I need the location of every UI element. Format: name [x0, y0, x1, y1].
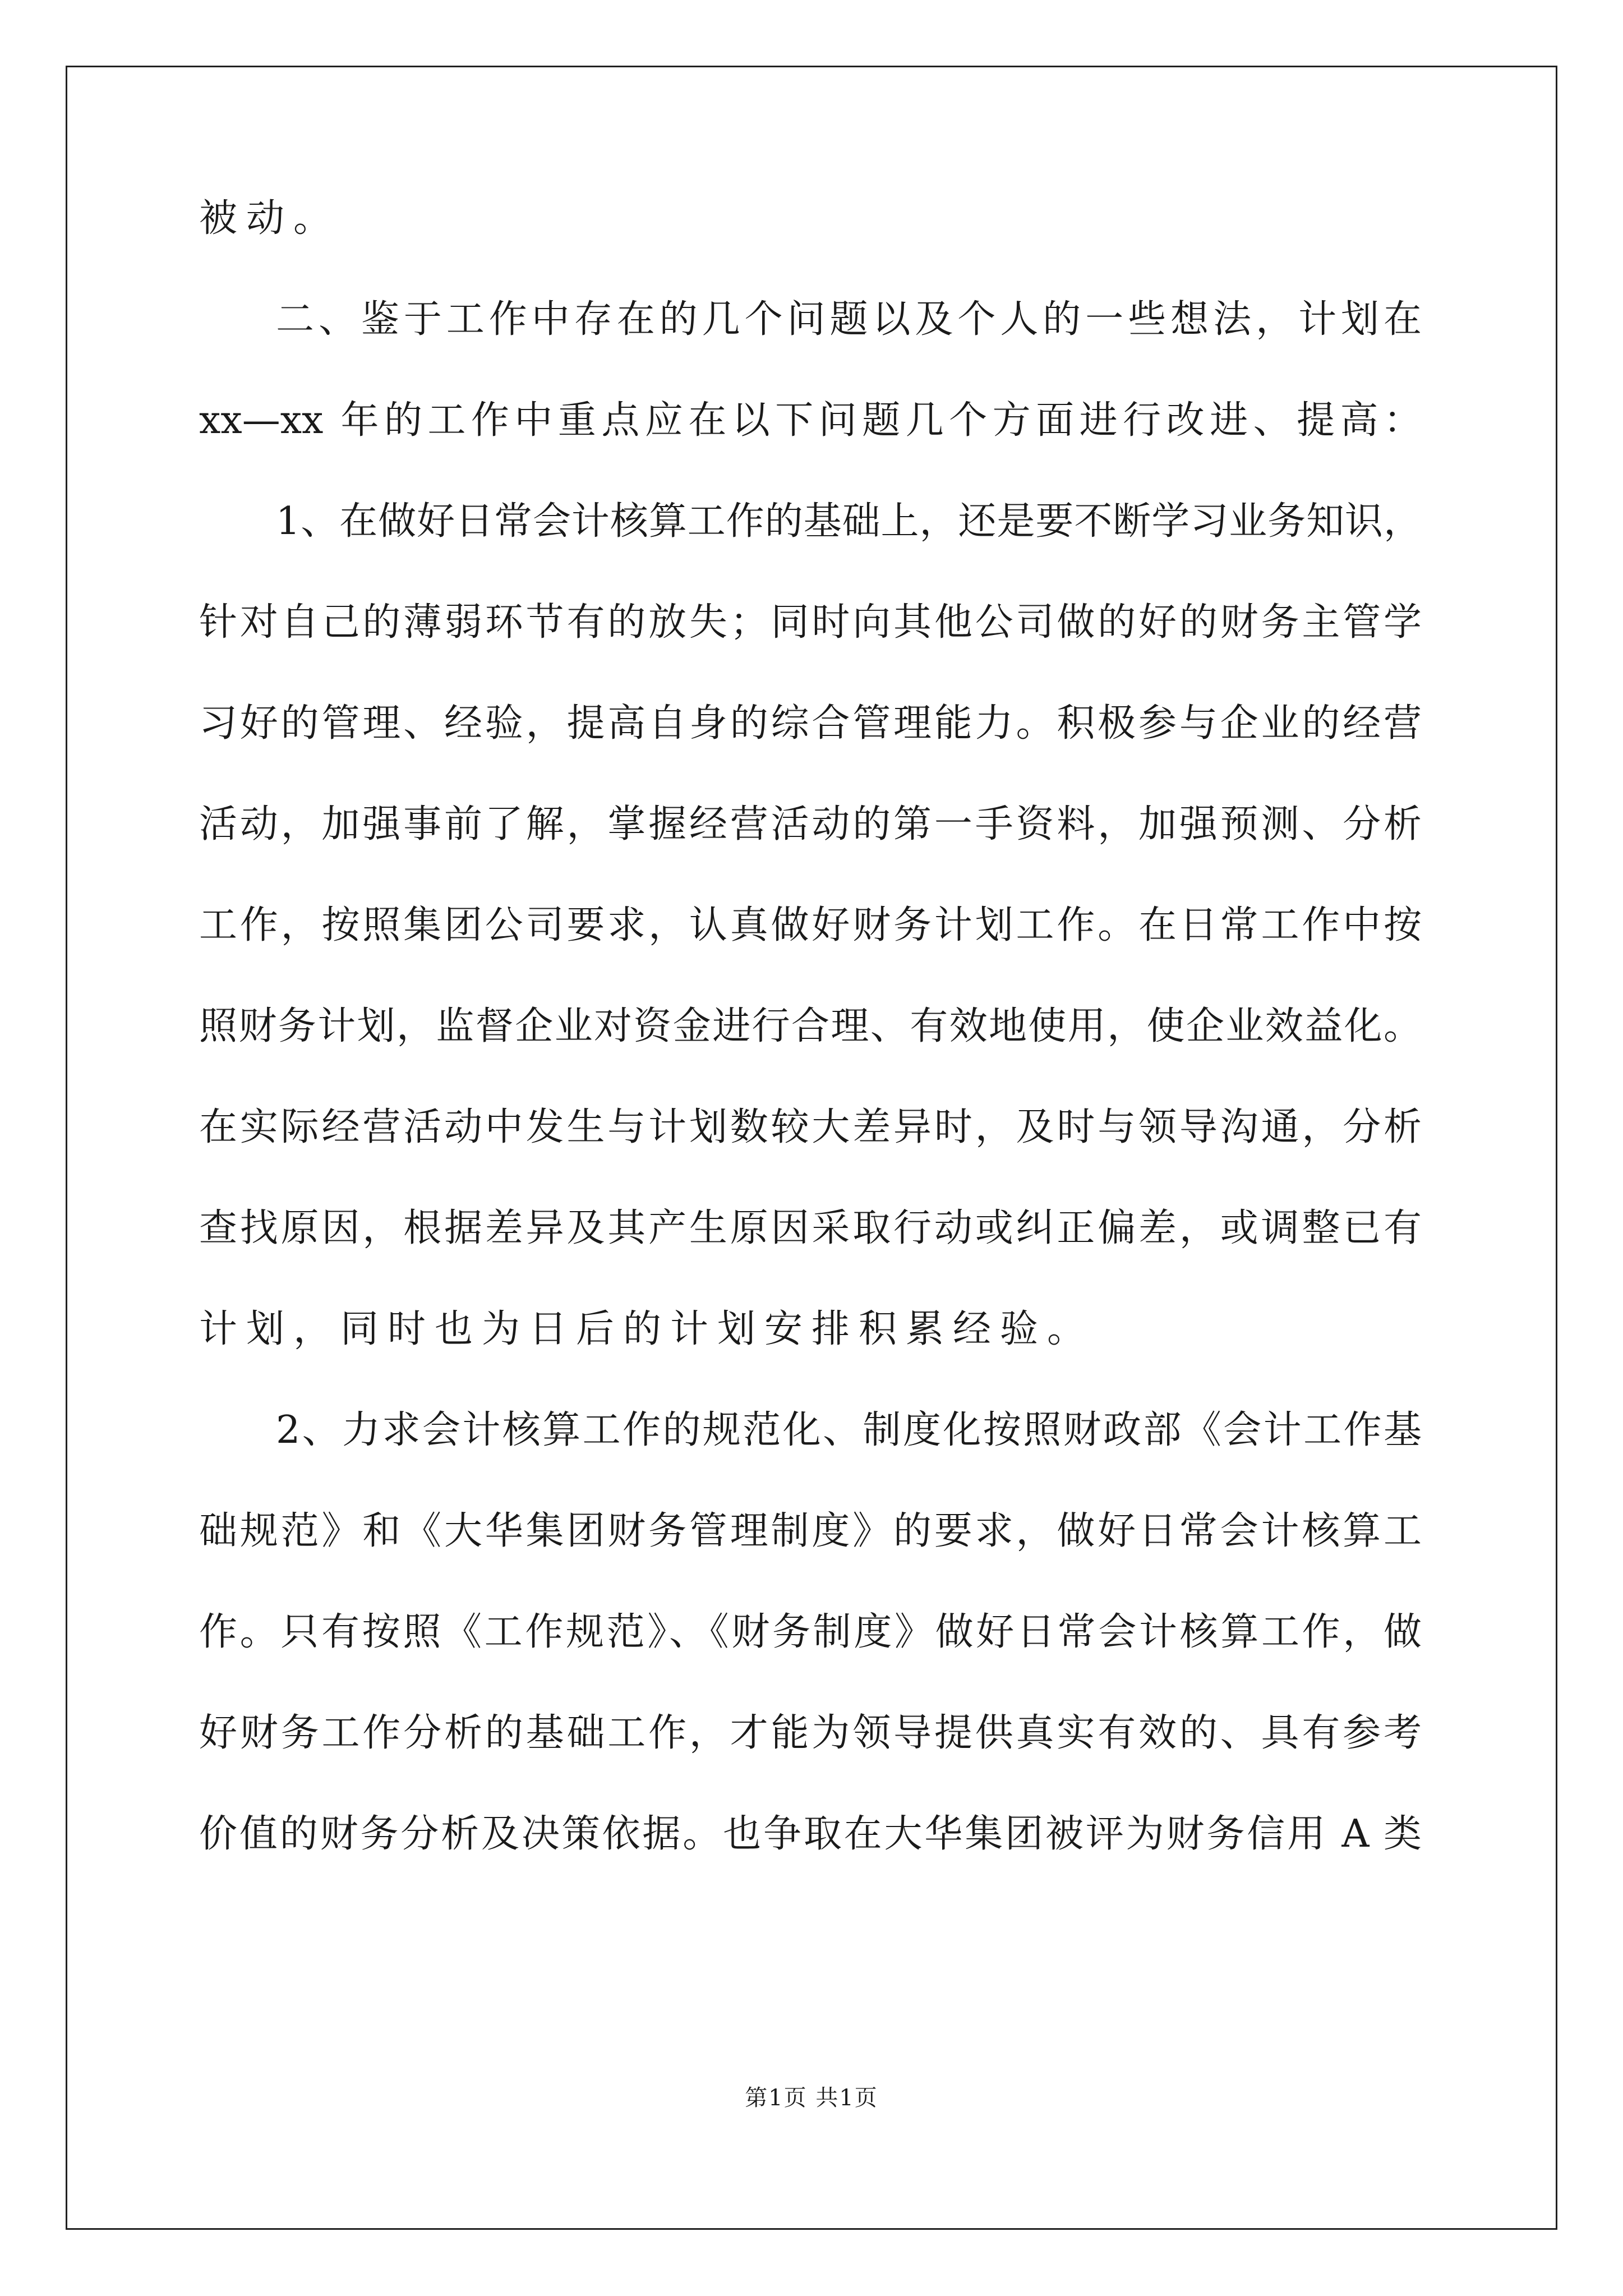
text-line-3: xx—xx 年的工作中重点应在以下问题几个方面进行改进、提高：: [199, 398, 1422, 443]
text-line-15: 作。只有按照《工作规范》、《财务制度》做好日常会计核算工作，做: [199, 1610, 1422, 1654]
page-footer: 第1页 共1页: [745, 2085, 878, 2111]
text-line-16: 好财务工作分析的基础工作，才能为领导提供真实有效的、具有参考: [199, 1711, 1422, 1755]
text-line-10: 在实际经营活动中发生与计划数较大差异时，及时与领导沟通，分析: [199, 1105, 1422, 1149]
text-line-1: 被动。: [199, 196, 341, 241]
text-line-9: 照财务计划，监督企业对资金进行合理、有效地使用，使企业效益化。: [199, 1004, 1422, 1048]
text-line-17: 价值的财务分析及决策依据。也争取在大华集团被评为财务信用 A 类: [199, 1812, 1422, 1856]
text-line-4: 1、在做好日常会计核算工作的基础上，还是要不断学习业务知识，: [276, 499, 1422, 544]
text-line-13: 2、力求会计核算工作的规范化、制度化按照财政部《会计工作基: [276, 1408, 1422, 1452]
text-line-11: 查找原因，根据差异及其产生原因采取行动或纠正偏差，或调整已有: [199, 1206, 1422, 1250]
text-line-2: 二、鉴于工作中存在的几个问题以及个人的一些想法，计划在: [276, 297, 1422, 342]
text-line-14: 础规范》和《大华集团财务管理制度》的要求，做好日常会计核算工: [199, 1509, 1422, 1553]
text-line-5: 针对自己的薄弱环节有的放失；同时向其他公司做的好的财务主管学: [199, 600, 1422, 645]
text-line-8: 工作，按照集团公司要求，认真做好财务计划工作。在日常工作中按: [199, 903, 1422, 947]
text-line-6: 习好的管理、经验，提高自身的综合管理能力。积极参与企业的经营: [199, 701, 1422, 746]
text-line-12: 计划，同时也为日后的计划安排积累经验。: [199, 1307, 1095, 1351]
text-line-7: 活动，加强事前了解，掌握经营活动的第一手资料，加强预测、分析: [199, 802, 1422, 846]
